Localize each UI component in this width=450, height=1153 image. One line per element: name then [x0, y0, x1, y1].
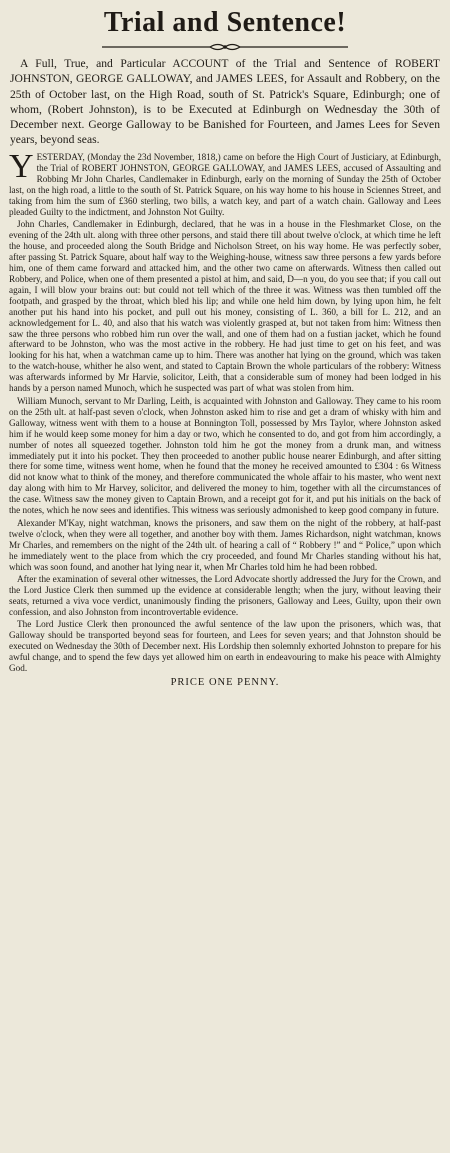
- article-paragraph: William Munoch, servant to Mr Darling, Leith, is acquainted with Johnston and Galloway. They came to his room on the 25th ult. at half-past seven o'clock, when Johnston asked him to rise and get a dram of whisky with him and Galloway, witness went with them to a house at Bonnington Toll, possessed by Mrs Taylor, where Johnston asked him if he would keep some money for him a day or two, which he consented to do, and got from him accordingly, a number of notes all squeezed together. Johnston told him he got the money from a drunk man, and witness immediately put it into his pocket. They then proceeded to another public house nearer Edinburgh, and after sitting there for some time, witness went home, when he found that the money he received amounted to £304 : 6s Witness did not know what to think of the money, and therefore communicated the whole affair to his master, who went next day along with him to Mr Harvey, solicitor, and delivered the money to him, together with all the circumstances of the case. Witness saw the money given to Captain Brown, and a receipt got for it, and put his initials on the back of the notes, which he now sees and identifies. This witness was seriously admonished to keep good company in future.: [9, 395, 441, 516]
- article-paragraph: After the examination of several other witnesses, the Lord Advocate shortly addressed the Jury for the Crown, and the Lord Justice Clerk then summed up the evidence at considerable length; when the jury, without leaving their seats, returned a viva voce verdict, unanimously finding the prisoners, Galloway and Lees, Guilty, upon their own confession, and also Johnston from incontrovertable evidence.: [9, 574, 441, 617]
- summary-paragraph: A Full, True, and Particular ACCOUNT of the Trial and Sentence of ROBERT JOHNSTON, GEORGE GALLOWAY, and JAMES LEES, for Assault and Robbery, on the 25th of October last, on the High Road, south of St. Patrick's Square, Edinburgh; one of whom, (Robert Johnston), is to be Executed at Edinburgh on Wednesday the 30th of December next. George Galloway to be Banished for Fourteen, and James Lees for Seven years, beyond seas.: [10, 57, 440, 147]
- article-body: [9, 147, 441, 674]
- article-paragraph: [9, 147, 441, 218]
- article-paragraph: Alexander M'Kay, night watchman, knows the prisoners, and saw them on the night of the robbery, at half-past twelve o'clock, when they were all together, and another boy with them. James Richardson, night watchman, knows Mr Charles, and remembers on the night of the 24th ult. of hearing a call of “ Robbery !” and “ Police,” upon which he immediately went to the place from which the cry proceeded, and found Mr Charles standing without his hat, which was soon found, and another hat lying near it, when Mr Charles told him he had been robbed.: [9, 517, 441, 572]
- article-paragraph: The Lord Justice Clerk then pronounced the awful sentence of the law upon the prisoners, which was, that Galloway should be transported beyond seas for fourteen, and Lees for seven years; and that Johnston should be executed on Wednesday the 30th of December next. His Lordship then solemnly exhorted Johnston to prepare for his awful change, and to spend the few days yet allowed him on earth in endeavouring to make his peace with Almighty God.: [9, 619, 441, 674]
- price-line: PRICE ONE PENNY.: [170, 677, 280, 689]
- drop-cap: Y: [9, 147, 34, 185]
- page-title: Trial and Sentence!: [103, 7, 347, 38]
- paragraph-text: ESTERDAY, (Monday the 23d November, 1818,) came on before the High Court of Justiciary, at Edinburgh, the Trial of ROBERT JOHNSTON, GEORGE GALLOWAY, and JAMES LEES, accused of Assaulting and Robbing Mr John Charles, Candlemaker in Edinburgh, early on the morning of Sunday the 25th of October last, on the high road, a little to the south of St. Patrick Square, on his way home to his house in Sciennes Street, and taking from him the sum of £360 sterling, two bills, a watch key, and part of a watch chain. Galloway and Lees pleaded Guilty to the indictment, and Johnston Not Guilty.: [9, 151, 441, 217]
- article-paragraph: John Charles, Candlemaker in Edinburgh, declared, that he was in a house in the Fleshmarket Close, on the evening of the 24th ult. along with three other persons, and staid there till about twelve o'clock, at which time he left the house, and proceeded along the South Bridge and Nicholson Street, on his way home. He was perfectly sober, after passing St. Patrick Square, about half way to the Weighing-house, witness saw three persons a few yards before him, one of them came forward and attacked him, and the other two came on afterwards. Witness then called out Robbery, and Police, when one of them presented a pistol at him, and said, D—n you, do you see that; if you call out again, I will blow your brains out: but could not tell which of the three it was. Witness was then tumbled off the footpath, and grasped by the throat, which bled his lip; and while one held him down, by lying upon him, he felt another put his hand into his pocket, and pull out his money, consisting of L. 360, a bill for L. 212, and an acknowledgement for L. 40, and also that his watch was violently grasped at, but not taken from him: Witness then saw the three persons who robbed him run over the wall, and one of them had on a fustian jacket, which he found afterward to be Johnston, who was the most active in the robbery. He had just time to get on his feet, and was looking for his hat, when a watchman came up to him. There was another hat lying on the ground, which was taken to the watch-house, whither he also went, and stated to Captain Brown the whole particulars of the robbery: Witness was afterwards informed by Mr Harvie, solicitor, Leith, that a considerable sum of money had been lodged in his hands by a person named Munoch, which he suspected was part of what was stolen from him.: [9, 219, 441, 394]
- ornamental-rule: [100, 42, 350, 52]
